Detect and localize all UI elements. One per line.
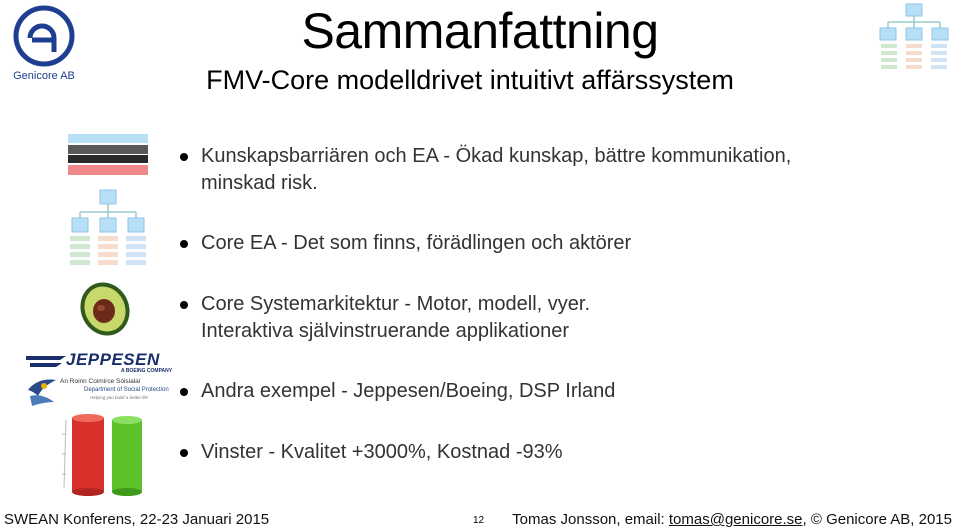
footer-credits — [512, 510, 952, 530]
bullet-text-line1: Andra exempel - Jeppesen/Boeing, DSP Irland — [201, 380, 616, 402]
jeppesen-wordmark: JEPPESEN — [66, 350, 160, 369]
bullet-dot — [180, 449, 188, 457]
bullet-core-system-architecture — [180, 291, 590, 345]
bullet-dot — [180, 301, 188, 309]
footer-email-link[interactable]: tomas@genicore.se — [668, 511, 803, 528]
hierarchy-diagram-icon — [876, 2, 952, 74]
layer-stack-icon — [68, 134, 148, 178]
slide-title: Sammanfattning — [301, 3, 659, 59]
bullet-text-line1: Kunskapsbarriären och EA - Ökad kunskap, bättre kommunikation, — [201, 145, 792, 167]
bullet-core-ea — [180, 230, 631, 257]
dsp-ireland-logo — [26, 374, 176, 408]
jeppesen-wing-icon — [26, 354, 66, 370]
jeppesen-logo — [26, 350, 173, 374]
slide-subtitle: FMV-Core modelldrivet intuitivt affärssystem — [206, 65, 734, 95]
page-number: 12 — [473, 515, 485, 526]
dsp-name-english: Department of Social Protection — [84, 387, 169, 393]
bullet-text-line1: Core Systemarkitektur - Motor, modell, vyer. — [201, 293, 591, 315]
bullet-text-line1: Core EA - Det som finns, förädlingen och aktörer — [201, 232, 632, 254]
footer-copyright: , © Genicore AB, 2015 — [802, 511, 952, 528]
footer-author: Tomas Jonsson, email: — [512, 511, 669, 528]
bullet-dot — [180, 153, 188, 161]
bullet-dot — [180, 388, 188, 396]
dsp-tagline: Helping you build a better life — [90, 395, 149, 400]
jeppesen-tagline: A BOEING COMPANY — [121, 368, 173, 374]
bullet-gains — [180, 439, 563, 466]
bullet-other-examples — [180, 378, 615, 405]
dsp-name-irish: An Roinn Coimirce Sóisialaí — [60, 378, 141, 385]
avocado-icon — [78, 278, 132, 338]
dsp-emblem-icon — [26, 374, 58, 408]
quality-cost-bars-icon — [60, 414, 156, 500]
logo-brand-text: Genicore AB — [13, 70, 75, 82]
enterprise-architecture-icon — [68, 188, 148, 272]
bullet-text-line2: Interaktiva självinstruerande applikationer — [201, 320, 569, 342]
bullet-dot — [180, 240, 188, 248]
bullet-text-line1: Vinster - Kvalitet +3000%, Kostnad -93% — [201, 441, 563, 463]
bullet-text-line2: minskad risk. — [201, 172, 318, 194]
bullet-knowledge-barrier — [180, 143, 791, 197]
footer-conference: SWEAN Konferens, 22-23 Januari 2015 — [4, 511, 270, 528]
